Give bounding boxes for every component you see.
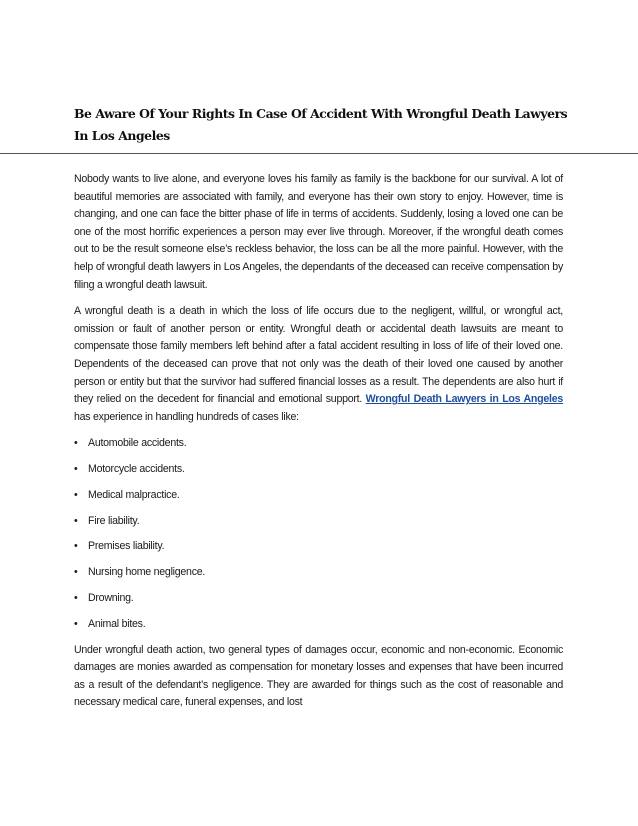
list-item-label: Fire liability.	[88, 514, 140, 527]
wrongful-death-lawyers-link[interactable]: Wrongful Death Lawyers in Los Angeles	[365, 393, 563, 406]
list-item	[74, 538, 563, 556]
list-item-label: Nursing home negligence.	[88, 566, 206, 579]
paragraph-definition-tail: has experience in handling hundreds of cases like:	[74, 410, 299, 423]
bullet-icon: •	[74, 592, 78, 604]
document-body	[74, 171, 563, 721]
list-item-label: Automobile accidents.	[88, 437, 187, 450]
case-type-list	[74, 435, 563, 633]
list-item	[74, 590, 563, 608]
list-item-label: Animal bites.	[88, 617, 146, 630]
bullet-icon: •	[74, 488, 78, 501]
bullet-icon: •	[74, 514, 78, 527]
paragraph-intro: Nobody wants to live alone, and everyone loves his family as family is the backbone for our survival. A lot of beautiful memories are associated with family, and everyone has their own story to enjoy. However, time is changing, and one can face the bitter phase of life in terms of accidents. Suddenly, losing a loved one can be one of the most horrific experiences a person may ever live through. Moreover, if the wrongful death comes out to be the result someone else’s reckless behavior, the loss can be all the more painful. However, with the help of wrongful death lawyers in Los Angeles, the dependants of the deceased can receive compensation by filing a wrongful death lawsuit.	[74, 173, 563, 291]
bullet-icon: •	[74, 540, 78, 553]
bullet-icon: •	[74, 566, 78, 579]
bullet-icon: •	[74, 437, 78, 450]
bullet-icon: •	[74, 617, 78, 630]
list-item	[74, 435, 563, 453]
bullet-icon: •	[74, 463, 78, 476]
list-item-label: Drowning.	[88, 592, 134, 604]
list-item	[74, 616, 563, 634]
paragraph-damages: Under wrongful death action, two general types of damages occur, economic and non-economic. Economic damages are monies awarded as compensation for monetary losses and expenses that have been incurred as a result of the defendant’s negligence. They are awarded for things such as the cost of reasonable and necessary medical care, funeral expenses, and lost	[74, 643, 563, 709]
list-item-label: Motorcycle accidents.	[88, 463, 185, 476]
list-item	[74, 487, 563, 505]
paragraph-definition-text: A wrongful death is a death in which the loss of life occurs due to the negligent, willful, or wrongful act, omission or fault of another person or entity. Wrongful death or accidental death lawsuits are meant to compensate those family members left behind after a fatal accident resulting in loss of life of their loved one. Dependents of the deceased can prove that not only was the death of their loved one caused by another person or entity but that the survivor had suffered financial losses as a result. The dependents are also hurt if they relied on the decedent for financial and emotional support.	[74, 305, 563, 406]
document-title: Be Aware Of Your Rights In Case Of Accident With Wrongful Death Lawyers In Los Angeles	[74, 106, 568, 143]
list-item-label: Premises liability.	[88, 540, 165, 553]
list-item	[74, 461, 563, 479]
list-item	[74, 513, 563, 531]
paragraph-definition	[74, 303, 563, 426]
list-item	[74, 564, 563, 582]
title-divider	[0, 153, 638, 154]
list-item-label: Medical malpractice.	[88, 488, 180, 501]
